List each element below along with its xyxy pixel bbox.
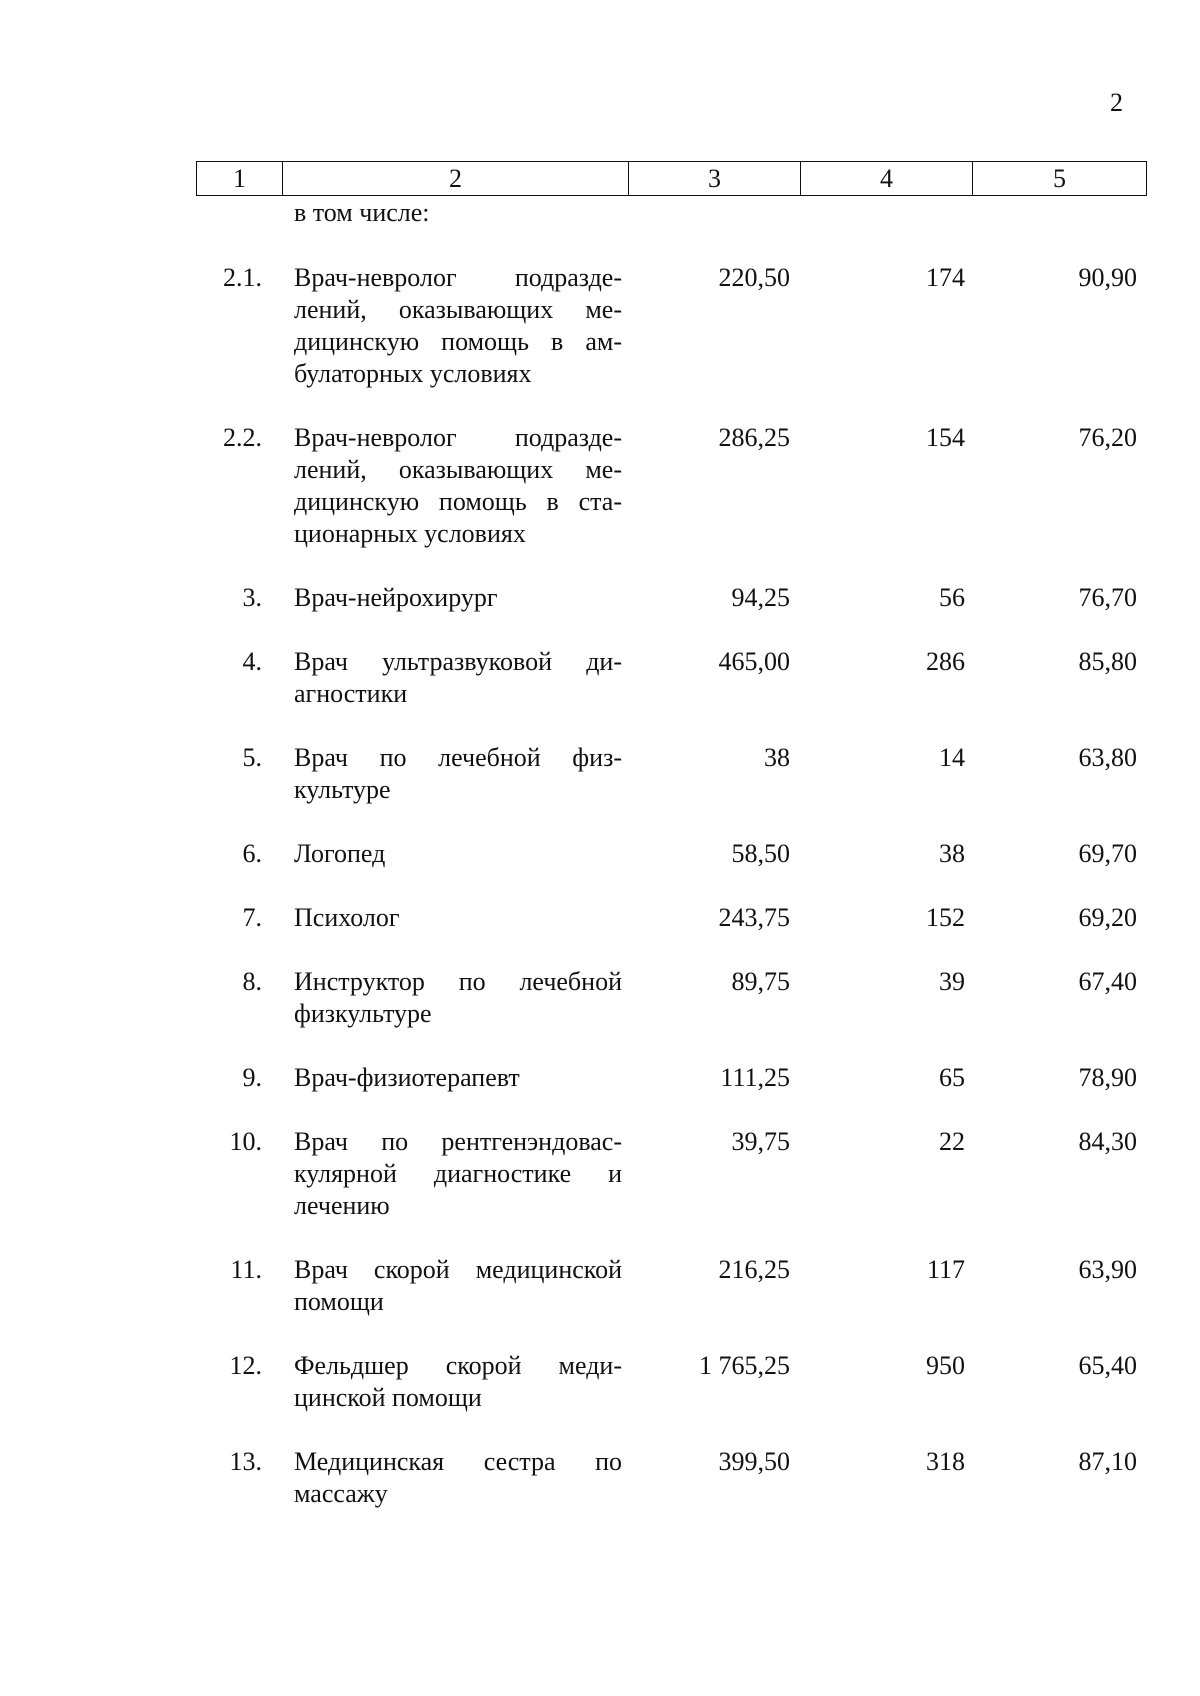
row-number: 8. bbox=[242, 967, 262, 996]
row-value-col-5: 76,70 bbox=[1078, 583, 1137, 612]
row-value-col-4: 22 bbox=[939, 1127, 965, 1156]
row-value-col-3: 1 765,25 bbox=[699, 1351, 790, 1380]
row-value-col-5: 65,40 bbox=[1078, 1351, 1137, 1380]
row-position-name bbox=[294, 262, 622, 390]
row-value-col-3: 58,50 bbox=[731, 839, 790, 868]
row-value-col-4: 38 bbox=[939, 839, 965, 868]
row-value-col-4: 39 bbox=[939, 967, 965, 996]
header-cell-2: 2 bbox=[283, 162, 629, 196]
row-value-col-4: 318 bbox=[926, 1447, 965, 1476]
position-name-line: Логопед bbox=[294, 839, 386, 868]
row-value-col-4: 154 bbox=[926, 423, 965, 452]
header-cell-5: 5 bbox=[973, 162, 1147, 196]
row-value-col-5: 87,10 bbox=[1078, 1447, 1137, 1476]
position-name-line: Врач-нейрохирург bbox=[294, 583, 498, 612]
row-value-col-4: 56 bbox=[939, 583, 965, 612]
row-value-col-3: 94,25 bbox=[731, 583, 790, 612]
row-position-name bbox=[294, 1350, 622, 1414]
row-number: 11. bbox=[230, 1255, 262, 1284]
header-cell-3: 3 bbox=[629, 162, 801, 196]
row-value-col-4: 950 bbox=[926, 1351, 965, 1380]
position-name-line: Врач по лечебной физ- bbox=[294, 743, 622, 772]
position-name-line: массажу bbox=[294, 1479, 388, 1508]
position-name-line: булаторных условиях bbox=[294, 359, 532, 388]
row-number: 3. bbox=[242, 583, 262, 612]
table-header bbox=[196, 161, 1147, 196]
table-subheading: в том числе: bbox=[294, 198, 430, 227]
row-value-col-5: 69,70 bbox=[1078, 839, 1137, 868]
row-value-col-3: 220,50 bbox=[718, 263, 790, 292]
position-name-line: Врач ультразвуковой ди- bbox=[294, 647, 622, 676]
row-value-col-4: 14 bbox=[939, 743, 965, 772]
row-position-name bbox=[294, 582, 622, 614]
row-value-col-3: 38 bbox=[764, 743, 790, 772]
row-value-col-5: 84,30 bbox=[1078, 1127, 1137, 1156]
row-value-col-5: 85,80 bbox=[1078, 647, 1137, 676]
row-position-name bbox=[294, 422, 622, 550]
row-position-name bbox=[294, 838, 622, 870]
row-number: 5. bbox=[242, 743, 262, 772]
row-value-col-3: 89,75 bbox=[731, 967, 790, 996]
position-name-line: цинской помощи bbox=[294, 1383, 482, 1412]
row-value-col-3: 399,50 bbox=[718, 1447, 790, 1476]
row-value-col-4: 174 bbox=[926, 263, 965, 292]
row-number: 6. bbox=[242, 839, 262, 868]
position-name-line: Психолог bbox=[294, 903, 400, 932]
row-position-name bbox=[294, 1254, 622, 1318]
position-name-line: лений, оказывающих ме- bbox=[294, 295, 622, 324]
row-value-col-4: 65 bbox=[939, 1063, 965, 1092]
position-name-line: Врач-физиотерапевт bbox=[294, 1063, 520, 1092]
row-value-col-4: 152 bbox=[926, 903, 965, 932]
row-position-name bbox=[294, 966, 622, 1030]
row-value-col-5: 78,90 bbox=[1078, 1063, 1137, 1092]
row-value-col-5: 90,90 bbox=[1078, 263, 1137, 292]
row-number: 10. bbox=[229, 1127, 262, 1156]
row-value-col-5: 63,90 bbox=[1078, 1255, 1137, 1284]
row-position-name bbox=[294, 742, 622, 806]
row-value-col-3: 39,75 bbox=[731, 1127, 790, 1156]
row-number: 12. bbox=[229, 1351, 262, 1380]
row-value-col-3: 243,75 bbox=[718, 903, 790, 932]
header-cell-4: 4 bbox=[801, 162, 973, 196]
position-name-line: физкультуре bbox=[294, 999, 432, 1028]
row-number: 2.1. bbox=[223, 263, 262, 292]
row-position-name bbox=[294, 1062, 622, 1094]
row-position-name bbox=[294, 1126, 622, 1222]
position-name-line: Врач по рентгенэндовас- bbox=[294, 1127, 622, 1156]
row-number: 7. bbox=[242, 903, 262, 932]
row-value-col-5: 69,20 bbox=[1078, 903, 1137, 932]
page-number: 2 bbox=[1110, 88, 1123, 117]
row-position-name bbox=[294, 646, 622, 710]
position-name-line: Инструктор по лечебной bbox=[294, 967, 622, 996]
row-position-name bbox=[294, 902, 622, 934]
row-value-col-4: 117 bbox=[926, 1255, 965, 1284]
position-name-line: дицинскую помощь в ста- bbox=[294, 487, 622, 516]
row-value-col-3: 465,00 bbox=[718, 647, 790, 676]
position-name-line: Врач-невролог подразде- bbox=[294, 263, 622, 292]
position-name-line: Медицинская сестра по bbox=[294, 1447, 622, 1476]
row-number: 9. bbox=[242, 1063, 262, 1092]
position-name-line: агностики bbox=[294, 679, 408, 708]
row-number: 2.2. bbox=[223, 423, 262, 452]
position-name-line: лечению bbox=[294, 1191, 390, 1220]
row-value-col-4: 286 bbox=[926, 647, 965, 676]
row-value-col-3: 286,25 bbox=[718, 423, 790, 452]
position-name-line: ционарных условиях bbox=[294, 519, 526, 548]
row-number: 13. bbox=[229, 1447, 262, 1476]
position-name-line: кулярной диагностике и bbox=[294, 1159, 622, 1188]
position-name-line: Фельдшер скорой меди- bbox=[294, 1351, 622, 1380]
row-value-col-3: 111,25 bbox=[720, 1063, 790, 1092]
header-cell-1: 1 bbox=[197, 162, 283, 196]
position-name-line: Врач-невролог подразде- bbox=[294, 423, 622, 452]
position-name-line: дицинскую помощь в ам- bbox=[294, 327, 622, 356]
position-name-line: культуре bbox=[294, 775, 391, 804]
position-name-line: помощи bbox=[294, 1287, 384, 1316]
row-value-col-5: 63,80 bbox=[1078, 743, 1137, 772]
row-position-name bbox=[294, 1446, 622, 1510]
row-value-col-5: 76,20 bbox=[1078, 423, 1137, 452]
position-name-line: Врач скорой медицинской bbox=[294, 1255, 622, 1284]
position-name-line: лений, оказывающих ме- bbox=[294, 455, 622, 484]
row-number: 4. bbox=[242, 647, 262, 676]
row-value-col-3: 216,25 bbox=[718, 1255, 790, 1284]
row-value-col-5: 67,40 bbox=[1078, 967, 1137, 996]
